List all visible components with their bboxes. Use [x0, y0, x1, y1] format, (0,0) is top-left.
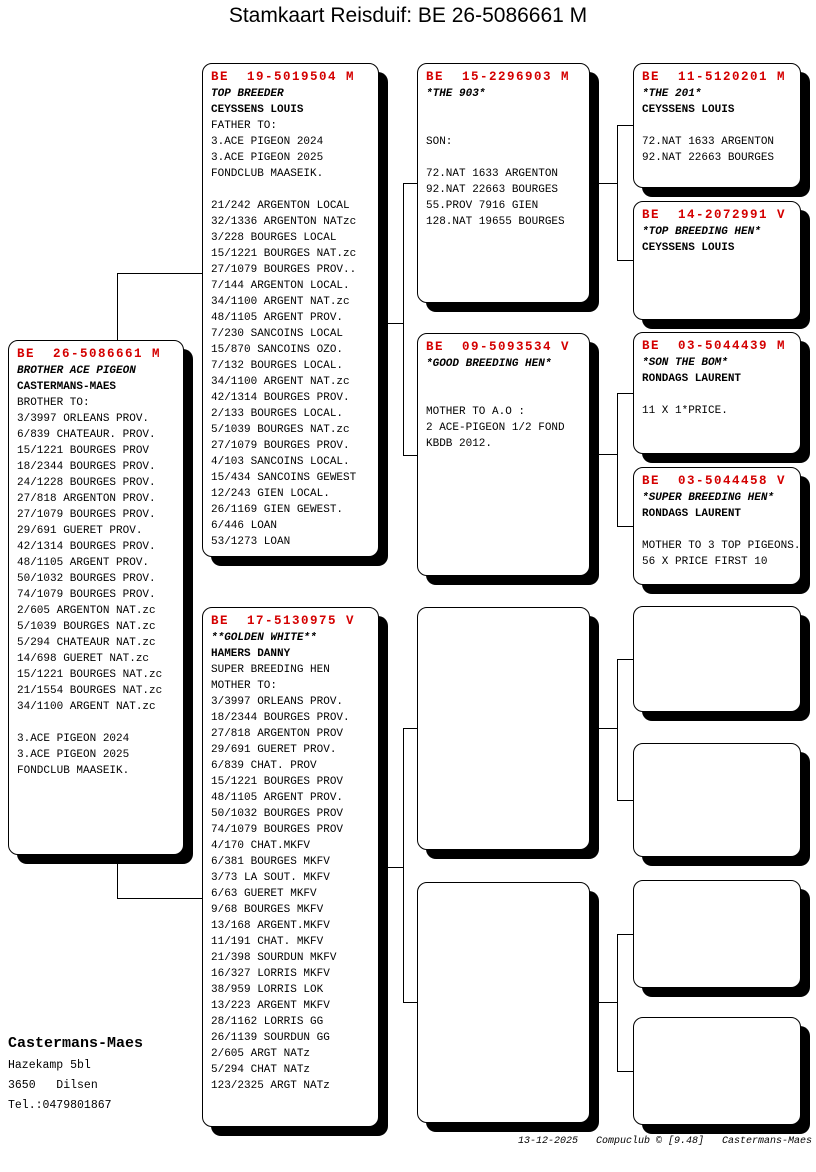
pedigree-line: *SUPER BREEDING HEN* [642, 492, 775, 504]
pedigree-line: 18/2344 BOURGES PROV. [211, 712, 350, 724]
pedigree-line: 72.NAT 1633 ARGENTON [642, 136, 775, 148]
pedigree-line: CEYSSENS LOUIS [642, 242, 735, 254]
pedigree-line: 2/605 ARGT NATz [211, 1048, 311, 1060]
pedigree-line: 21/1554 BOURGES NAT.zc [17, 685, 163, 697]
connector-line [379, 867, 403, 868]
pedigree-line: 2/133 BOURGES LOCAL. [211, 408, 344, 420]
pedigree-line: 21/398 SOURDUN MKFV [211, 952, 337, 964]
ring-number: BE 26-5086661 M [17, 347, 162, 361]
pedigree-line: 42/1314 BOURGES PROV. [17, 541, 156, 553]
pedigree-box-fathers-mother [417, 333, 590, 576]
pedigree-line: 6/839 CHAT. PROV [211, 760, 317, 772]
pedigree-line: 28/1162 LORRIS GG [211, 1016, 324, 1028]
pedigree-line: 3/73 LA SOUT. MKFV [211, 872, 330, 884]
pedigree-box-mm-father [633, 880, 801, 988]
pedigree-line: 3.ACE PIGEON 2024 [17, 733, 130, 745]
pedigree-box-fm-father [633, 332, 801, 454]
connector-line [117, 898, 202, 899]
pedigree-line: 13/168 ARGENT.MKFV [211, 920, 330, 932]
print-footer: 13-12-2025 Compuclub © [9.48] Castermans-Maes [517, 1136, 812, 1147]
pedigree-line: RONDAGS LAURENT [642, 373, 742, 385]
ring-number: BE 15-2296903 M [426, 70, 571, 84]
connector-line [617, 1071, 633, 1072]
owner-block [8, 1032, 143, 1116]
pedigree-line: 92.NAT 22663 BOURGES [642, 152, 775, 164]
connector-line [617, 934, 633, 935]
pedigree-box-subject [8, 340, 184, 855]
pedigree-line: 34/1100 ARGENT NAT.zc [211, 296, 350, 308]
connector-line [403, 455, 417, 456]
pedigree-line: FATHER TO: [211, 120, 278, 132]
pedigree-line: *SON THE BOM* [642, 357, 728, 369]
pedigree-line: 6/446 LOAN [211, 520, 278, 532]
pedigree-lines [211, 86, 378, 550]
pedigree-line: MOTHER TO: [211, 680, 278, 692]
owner-street: Hazekamp 5bl [8, 1059, 91, 1072]
connector-line [617, 393, 633, 394]
pedigree-line: SUPER BREEDING HEN [211, 664, 330, 676]
pedigree-line: 24/1228 BOURGES PROV. [17, 477, 156, 489]
pedigree-line [211, 182, 378, 198]
pedigree-line: 3.ACE PIGEON 2025 [211, 152, 324, 164]
pedigree-line: KBDB 2012. [426, 438, 493, 450]
pedigree-line [426, 150, 589, 166]
pedigree-line: 38/959 LORRIS LOK [211, 984, 324, 996]
pedigree-box-father [202, 63, 379, 557]
pedigree-line [642, 522, 800, 538]
pedigree-line: 6/63 GUERET MKFV [211, 888, 317, 900]
pedigree-line: 34/1100 ARGENT NAT.zc [17, 701, 156, 713]
pedigree-line: 29/691 GUERET PROV. [211, 744, 337, 756]
pedigree-line: 15/1221 BOURGES PROV [211, 776, 344, 788]
pedigree-box-mf-mother [633, 743, 801, 857]
pedigree-line [17, 715, 183, 731]
pedigree-line: 56 X PRICE FIRST 10 [642, 556, 768, 568]
pedigree-line: 5/294 CHAT NATz [211, 1064, 311, 1076]
pedigree-line: 50/1032 BOURGES PROV [211, 808, 344, 820]
pedigree-box-mothers-mother [417, 882, 590, 1123]
connector-line [590, 728, 617, 729]
connector-line [617, 659, 618, 801]
pedigree-line [642, 387, 800, 403]
connector-line [403, 183, 417, 184]
pedigree-line: *GOOD BREEDING HEN* [426, 358, 552, 370]
pedigree-line: 48/1105 ARGENT PROV. [17, 557, 150, 569]
pedigree-line: 15/870 SANCOINS OZO. [211, 344, 344, 356]
pedigree-line: 6/839 CHATEAUR. PROV. [17, 429, 156, 441]
owner-phone: Tel.:0479801867 [8, 1099, 112, 1112]
pedigree-line: BROTHER ACE PIGEON [17, 365, 136, 377]
pedigree-box-ff-mother [633, 201, 801, 320]
pedigree-line: 27/1079 BOURGES PROV.. [211, 264, 357, 276]
pedigree-line: 5/294 CHATEAUR NAT.zc [17, 637, 156, 649]
pedigree-box-mother [202, 607, 379, 1127]
pedigree-box-mm-mother [633, 1017, 801, 1125]
pedigree-line: 7/144 ARGENTON LOCAL. [211, 280, 350, 292]
pedigree-line: 26/1169 GIEN GEWEST. [211, 504, 344, 516]
pedigree-line: 2/605 ARGENTON NAT.zc [17, 605, 156, 617]
pedigree-line: MOTHER TO A.O : [426, 406, 526, 418]
pedigree-line: CEYSSENS LOUIS [642, 104, 735, 116]
pedigree-line: FONDCLUB MAASEIK. [211, 168, 324, 180]
pedigree-line: 27/818 ARGENTON PROV. [17, 493, 156, 505]
pedigree-box-ff-father [633, 63, 801, 188]
pedigree-line [426, 372, 589, 388]
pedigree-lines [211, 630, 378, 1094]
connector-line [617, 659, 633, 660]
pedigree-line: *THE 201* [642, 88, 702, 100]
pedigree-line: CEYSSENS LOUIS [211, 104, 304, 116]
pedigree-line: 26/1139 SOURDUN GG [211, 1032, 330, 1044]
pedigree-line: 27/1079 BOURGES PROV. [211, 440, 350, 452]
ring-number: BE 09-5093534 V [426, 340, 571, 354]
pedigree-line: 48/1105 ARGENT PROV. [211, 312, 344, 324]
pedigree-line: 74/1079 BOURGES PROV [211, 824, 344, 836]
pedigree-line: 21/242 ARGENTON LOCAL [211, 200, 350, 212]
pedigree-line: 7/132 BOURGES LOCAL. [211, 360, 344, 372]
pedigree-line: 13/223 ARGENT MKFV [211, 1000, 330, 1012]
pedigree-line: 29/691 GUERET PROV. [17, 525, 143, 537]
pedigree-line: 27/818 ARGENTON PROV [211, 728, 344, 740]
pedigree-lines [642, 355, 800, 419]
pedigree-line: 34/1100 ARGENT NAT.zc [211, 376, 350, 388]
connector-line [403, 183, 404, 456]
pedigree-line: 42/1314 BOURGES PROV. [211, 392, 350, 404]
pedigree-line: 3/228 BOURGES LOCAL [211, 232, 337, 244]
pedigree-line: BROTHER TO: [17, 397, 90, 409]
pedigree-box-mf-father [633, 606, 801, 712]
connector-line [617, 526, 633, 527]
pedigree-line: 15/1221 BOURGES PROV [17, 445, 150, 457]
pedigree-box-fathers-father [417, 63, 590, 303]
pedigree-line: 3/3997 ORLEANS PROV. [17, 413, 150, 425]
pedigree-lines [426, 86, 589, 230]
connector-line [403, 728, 417, 729]
pedigree-line: 14/698 GUERET NAT.zc [17, 653, 150, 665]
connector-line [617, 800, 633, 801]
connector-line [590, 1002, 617, 1003]
pedigree-line: 15/1221 BOURGES NAT.zc [17, 669, 163, 681]
pedigree-lines [642, 224, 800, 256]
pedigree-line: 2 ACE-PIGEON 1/2 FOND [426, 422, 565, 434]
connector-line [617, 125, 633, 126]
ring-number: BE 11-5120201 M [642, 70, 787, 84]
pedigree-line: 123/2325 ARGT NATz [211, 1080, 330, 1092]
pedigree-line: 4/170 CHAT.MKFV [211, 840, 311, 852]
ring-number: BE 14-2072991 V [642, 208, 787, 222]
pedigree-line: 3/3997 ORLEANS PROV. [211, 696, 344, 708]
pedigree-lines [642, 86, 800, 166]
pedigree-line: 50/1032 BOURGES PROV. [17, 573, 156, 585]
pedigree-line: 11/191 CHAT. MKFV [211, 936, 324, 948]
pedigree-line: FONDCLUB MAASEIK. [17, 765, 130, 777]
pedigree-line: 53/1273 LOAN [211, 536, 291, 548]
pedigree-line: 128.NAT 19655 BOURGES [426, 216, 565, 228]
pedigree-line: RONDAGS LAURENT [642, 508, 742, 520]
connector-line [617, 393, 618, 527]
ring-number: BE 19-5019504 M [211, 70, 356, 84]
pedigree-line: HAMERS DANNY [211, 648, 291, 660]
pedigree-line: 27/1079 BOURGES PROV. [17, 509, 156, 521]
pedigree-line: 11 X 1*PRICE. [642, 405, 728, 417]
pedigree-box-fm-mother [633, 467, 801, 585]
owner-name: Castermans-Maes [8, 1035, 144, 1052]
pedigree-line: 4/103 SANCOINS LOCAL. [211, 456, 350, 468]
page-title: Stamkaart Reisduif: BE 26-5086661 M [228, 4, 588, 27]
pedigree-line [426, 102, 589, 118]
pedigree-line: 74/1079 BOURGES PROV. [17, 589, 156, 601]
connector-line [617, 934, 618, 1072]
pedigree-line: *THE 903* [426, 88, 486, 100]
pedigree-line [642, 118, 800, 134]
pedigree-line: 55.PROV 7916 GIEN [426, 200, 539, 212]
pedigree-line: SON: [426, 136, 453, 148]
pedigree-line: 18/2344 BOURGES PROV. [17, 461, 156, 473]
pedigree-line: 15/434 SANCOINS GEWEST [211, 472, 357, 484]
pedigree-line: 6/381 BOURGES MKFV [211, 856, 330, 868]
pedigree-line [426, 388, 589, 404]
connector-line [117, 273, 202, 274]
pedigree-box-mothers-father [417, 607, 590, 850]
pedigree-lines [426, 356, 589, 452]
connector-line [617, 260, 633, 261]
pedigree-line: 48/1105 ARGENT PROV. [211, 792, 344, 804]
pedigree-line: TOP BREEDER [211, 88, 284, 100]
pedigree-line: *TOP BREEDING HEN* [642, 226, 761, 238]
pedigree-line: 5/1039 BOURGES NAT.zc [211, 424, 350, 436]
pedigree-line: 9/68 BOURGES MKFV [211, 904, 324, 916]
connector-line [590, 454, 617, 455]
pedigree-line: 16/327 LORRIS MKFV [211, 968, 330, 980]
connector-line [379, 323, 403, 324]
ring-number: BE 03-5044439 M [642, 339, 787, 353]
connector-line [403, 1002, 417, 1003]
ring-number: BE 03-5044458 V [642, 474, 787, 488]
connector-line [403, 728, 404, 1003]
pedigree-line: 5/1039 BOURGES NAT.zc [17, 621, 156, 633]
connector-line [590, 183, 617, 184]
pedigree-line: **GOLDEN WHITE** [211, 632, 317, 644]
pedigree-line: 15/1221 BOURGES NAT.zc [211, 248, 357, 260]
connector-line [617, 125, 618, 261]
pedigree-line: 7/230 SANCOINS LOCAL [211, 328, 344, 340]
pedigree-line: 3.ACE PIGEON 2025 [17, 749, 130, 761]
pedigree-lines [17, 363, 183, 779]
pedigree-line: CASTERMANS-MAES [17, 381, 117, 393]
pedigree-line: 3.ACE PIGEON 2024 [211, 136, 324, 148]
pedigree-lines [642, 490, 800, 570]
pedigree-line: 92.NAT 22663 BOURGES [426, 184, 559, 196]
owner-city: 3650 Dilsen [8, 1079, 98, 1092]
ring-number: BE 17-5130975 V [211, 614, 356, 628]
pedigree-line [426, 118, 589, 134]
pedigree-line: MOTHER TO 3 TOP PIGEONS. [642, 540, 801, 552]
pedigree-line: 72.NAT 1633 ARGENTON [426, 168, 559, 180]
pedigree-line: 12/243 GIEN LOCAL. [211, 488, 330, 500]
pedigree-line: 32/1336 ARGENTON NATzc [211, 216, 357, 228]
